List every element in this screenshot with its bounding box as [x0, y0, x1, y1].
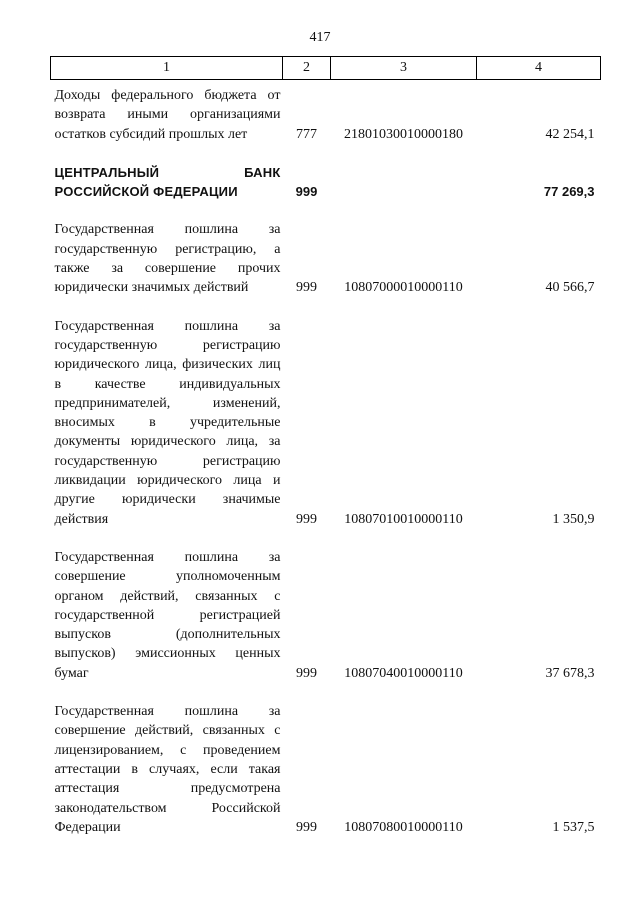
- row-amount: 1 537,5: [552, 819, 595, 835]
- header-column-1: 1: [51, 57, 283, 80]
- row-name: Государственная пошлина за совершение уполномоченным органом действий, связанных с государственной регистрацией выпусков (дополнительных выпусков) эмиссионных ценных бумаг: [54, 549, 281, 681]
- table-row: [51, 303, 601, 534]
- row-admin-code: 999: [296, 819, 317, 835]
- budget-revenue-table: [50, 56, 601, 842]
- row-amount: 1 350,9: [552, 511, 595, 527]
- row-budget-code: [331, 149, 477, 207]
- table-row-section-header: [51, 149, 601, 207]
- header-column-4: 4: [477, 57, 601, 80]
- page-number: 417: [309, 30, 331, 45]
- row-name: Государственная пошлина за государственную регистрацию, а также за совершение прочих юридически значимых действий: [54, 222, 281, 296]
- row-amount: 37 678,3: [545, 665, 595, 681]
- header-column-3: 3: [331, 57, 477, 80]
- row-amount: 40 566,7: [545, 280, 595, 296]
- row-name: ЦЕНТРАЛЬНЫЙ БАНК РОССИЙСКОЙ ФЕДЕРАЦИИ: [54, 164, 281, 200]
- header-column-2: 2: [283, 57, 331, 80]
- row-admin-code: 999: [295, 184, 318, 200]
- row-budget-code: 10807080010000110: [344, 819, 463, 835]
- table-body: [51, 80, 601, 843]
- table-row: [51, 534, 601, 688]
- table-header: [51, 57, 601, 80]
- row-budget-code: 21801030010000180: [344, 126, 463, 142]
- row-name: Доходы федерального бюджета от возврата иными организациями остатков субсидий прошлых лет: [54, 88, 281, 142]
- row-budget-code: 10807000010000110: [344, 280, 463, 296]
- row-name: Государственная пошлина за государственную регистрацию юридического лица, физических лиц в качестве индивидуальных предпринимателей, изменений, вносимых в учредительные документы юридического лица, за государственную регистрацию ликвидации юридического лица и другие юридически значимые действия: [54, 318, 281, 527]
- row-admin-code: 999: [296, 511, 317, 527]
- row-budget-code: 10807010010000110: [344, 511, 463, 527]
- row-amount: 77 269,3: [543, 184, 595, 200]
- row-budget-code: 10807040010000110: [344, 665, 463, 681]
- table-row: [51, 80, 601, 149]
- row-amount: 42 254,1: [545, 126, 595, 142]
- row-admin-code: 777: [296, 126, 317, 142]
- table-row: [51, 688, 601, 842]
- row-admin-code: 999: [296, 280, 317, 296]
- row-name: Государственная пошлина за совершение действий, связанных с лицензированием, с проведением аттестации в случаях, если такая аттестация предусмотрена законодательством Российской Федерации: [54, 704, 281, 835]
- row-admin-code: 999: [296, 665, 317, 681]
- table-row: [51, 206, 601, 302]
